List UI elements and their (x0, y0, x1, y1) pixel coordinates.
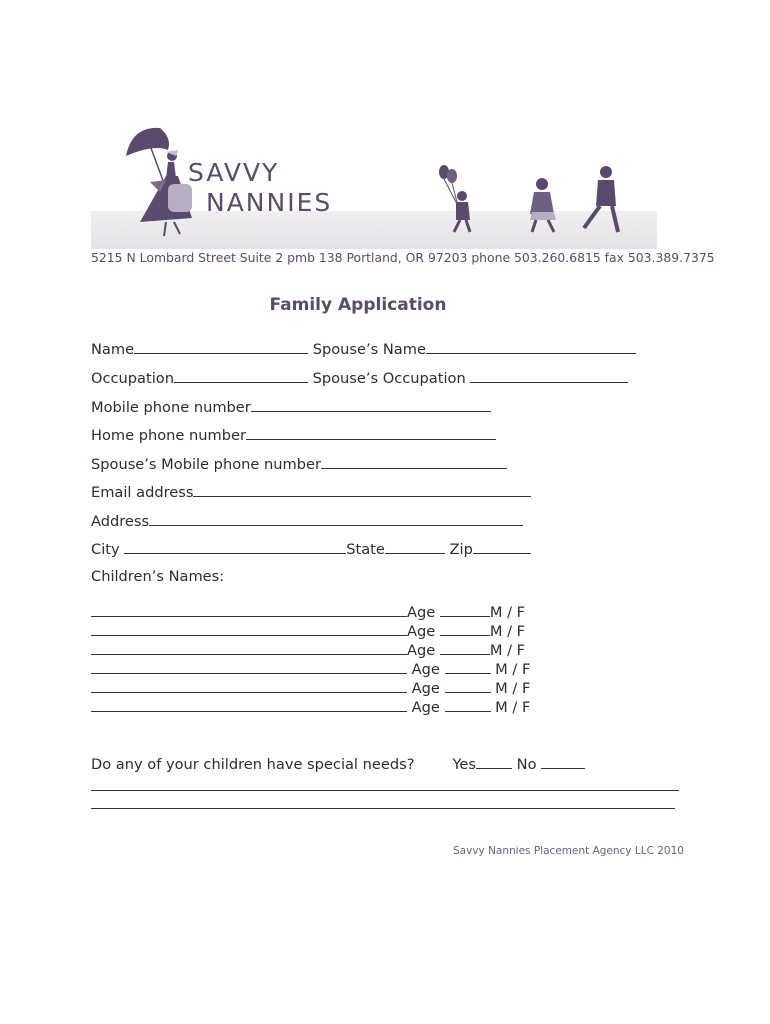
child-name-field[interactable] (91, 638, 407, 655)
walking-children-illustration (420, 162, 660, 242)
special-needs-line-2 (91, 792, 675, 814)
name-label: Name (91, 341, 135, 358)
child-age-field[interactable] (445, 657, 491, 674)
address-label: Address (91, 513, 150, 530)
sex-options[interactable]: M / F (489, 604, 526, 621)
brand-line-2: NANNIES (206, 188, 333, 217)
age-label: Age (411, 661, 440, 678)
child-age-field[interactable] (445, 695, 491, 712)
child-age-field[interactable] (445, 676, 491, 693)
special-needs-question: Do any of your children have special needs? (91, 756, 415, 773)
email-label: Email address (91, 484, 194, 501)
spouse-mobile-field[interactable] (321, 452, 507, 469)
state-field[interactable] (385, 537, 445, 554)
row-spouse-mobile (91, 452, 507, 474)
row-address (91, 509, 523, 531)
sex-options[interactable]: M / F (495, 699, 531, 716)
child-row (91, 695, 530, 717)
row-occupation (91, 366, 628, 388)
age-label: Age (407, 642, 436, 659)
age-label: Age (411, 699, 440, 716)
spouse-name-label: Spouse’s Name (312, 341, 426, 358)
sex-options[interactable]: M / F (489, 623, 526, 640)
children-heading: Children’s Names: (91, 568, 225, 585)
special-needs-row (91, 752, 585, 774)
nanny-umbrella-logo (110, 122, 200, 240)
row-name (91, 337, 636, 359)
child-name-field[interactable] (91, 619, 407, 636)
sex-options[interactable]: M / F (495, 680, 531, 697)
row-email (91, 480, 531, 502)
child-name-field[interactable] (91, 676, 407, 693)
special-needs-details-field-2[interactable] (91, 792, 675, 809)
no-label: No (516, 756, 537, 773)
address-field[interactable] (149, 509, 523, 526)
email-field[interactable] (193, 480, 531, 497)
age-label: Age (411, 680, 440, 697)
child-age-field[interactable] (440, 600, 490, 617)
yes-label: Yes (452, 756, 477, 773)
spouse-occupation-field[interactable] (470, 366, 628, 383)
agency-address: 5215 N Lombard Street Suite 2 pmb 138 Portland, OR 97203 phone 503.260.6815 fax 503.389.7375 (91, 250, 715, 265)
child-name-field[interactable] (91, 600, 407, 617)
child-name-field[interactable] (91, 695, 407, 712)
name-field[interactable] (134, 337, 308, 354)
child-age-field[interactable] (440, 638, 490, 655)
city-field[interactable] (124, 537, 346, 554)
home-phone-label: Home phone number (91, 427, 247, 444)
yes-field[interactable] (476, 752, 512, 769)
occupation-field[interactable] (174, 366, 308, 383)
spouse-name-field[interactable] (426, 337, 636, 354)
sex-options[interactable]: M / F (489, 642, 526, 659)
child-age-field[interactable] (440, 619, 490, 636)
zip-field[interactable] (473, 537, 531, 554)
mobile-phone-field[interactable] (251, 395, 491, 412)
occupation-label: Occupation (91, 370, 174, 387)
row-city-state-zip (91, 537, 531, 559)
spouse-occupation-label: Spouse’s Occupation (312, 370, 466, 387)
no-field[interactable] (541, 752, 585, 769)
row-mobile-phone (91, 395, 491, 417)
state-label: State (346, 541, 385, 558)
page-title: Family Application (269, 295, 447, 315)
row-home-phone (91, 423, 496, 445)
mobile-phone-label: Mobile phone number (91, 399, 251, 416)
child-name-field[interactable] (91, 657, 407, 674)
brand-line-1: SAVVY (188, 158, 280, 187)
special-needs-details-field[interactable] (91, 774, 679, 791)
sex-options[interactable]: M / F (495, 661, 531, 678)
footer-credit: Savvy Nannies Placement Agency LLC 2010 (453, 845, 684, 857)
age-label: Age (407, 604, 436, 621)
home-phone-field[interactable] (246, 423, 496, 440)
spouse-mobile-label: Spouse’s Mobile phone number (91, 456, 321, 473)
age-label: Age (407, 623, 436, 640)
brand-logotype (188, 158, 332, 218)
city-label: City (91, 541, 120, 558)
zip-label: Zip (449, 541, 473, 558)
